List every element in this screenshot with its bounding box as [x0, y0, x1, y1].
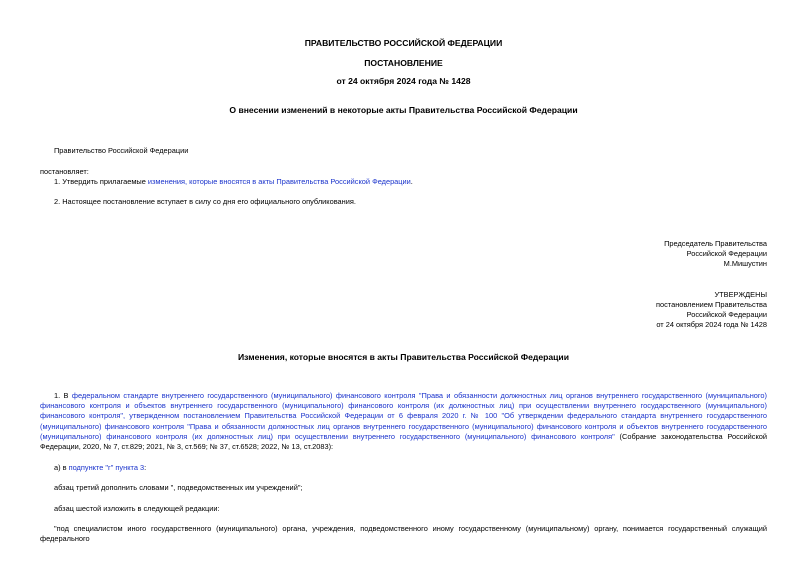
paragraph-1-tail: (Собрание законодательства Российской Федерации, 2020, № 7, ст.829; 2021, № 3, ст.569; № 37, ст.6528; 2022, № 13, ст.2083):: [40, 431, 767, 452]
date-number: от 24 октября 2024 года № 1428: [336, 76, 471, 86]
item-2: 2. Настоящее постановление вступает в силу со дня его официального опубликования.: [54, 197, 356, 206]
subitem-a: [54, 463, 146, 473]
doc-type-heading: ПОСТАНОВЛЕНИЕ: [364, 58, 443, 68]
org-heading: ПРАВИТЕЛЬСТВО РОССИЙСКОЙ ФЕДЕРАЦИИ: [304, 38, 503, 48]
abzac-6: абзац шестой изложить в следующей редакции:: [54, 504, 220, 513]
decides-text: постановляет:: [40, 167, 89, 176]
item-1-suffix: .: [410, 177, 413, 186]
signature-line-2: Российской Федерации: [686, 249, 767, 258]
federal-standard-link[interactable]: федеральном стандарте внутреннего государственного (муниципального) финансового контроля "Права и обязанности должностных лиц органов внутреннего государственного (муниципального) финансового контроля и объектов внутреннего государственного (муниципального) финансового контроля (их должностных лиц) при осуществлении внутреннего государственного (муниципального) финансового контроля", утвержденном постановлением Правительства Российской Федерации от 6 февраля 2020 г. № 100 "Об утверждении федерального стандарта внутреннего государственного (муниципального) финансового контроля "Права и обязанности должностных лиц органов внутреннего государственного (муниципального) финансового контроля и объектов внутреннего государственного (муниципального) финансового контроля (их должностных лиц) при осуществлении внутреннего государственного (муниципального) финансового контроля": [40, 391, 767, 441]
document-title: О внесении изменений в некоторые акты Правительства Российской Федерации: [229, 105, 578, 115]
subitem-a-prefix: а) в: [54, 463, 69, 472]
approval-line-1: УТВЕРЖДЕНЫ: [714, 290, 767, 299]
signature-line-1: Председатель Правительства: [664, 239, 767, 248]
changes-paragraph-1: [40, 391, 767, 452]
signature-name: М.Мишустин: [723, 259, 767, 268]
item-1: [54, 177, 413, 187]
government-name: Правительство Российской Федерации: [54, 146, 189, 155]
changes-link[interactable]: изменения, которые вносятся в акты Правительства Российской Федерации: [147, 177, 411, 186]
approval-line-4: от 24 октября 2024 года № 1428: [656, 320, 767, 329]
subitem-a-suffix: :: [144, 463, 147, 472]
abzac-3: абзац третий дополнить словами ", подведомственных им учреждений";: [54, 483, 303, 492]
approval-line-2: постановлением Правительства: [656, 300, 767, 309]
quote-paragraph: "под специалистом иного государственного (муниципального) органа, учреждения, подведомственного иному государственному (муниципальному) органу, понимается государственный служащий федерального: [40, 524, 767, 544]
approval-line-3: Российской Федерации: [686, 310, 767, 319]
paragraph-1-number: 1. В: [54, 391, 72, 400]
changes-title: Изменения, которые вносятся в акты Правительства Российской Федерации: [237, 352, 569, 362]
item-1-prefix: 1. Утвердить прилагаемые: [54, 177, 148, 186]
subitem-g-link[interactable]: подпункте "г" пункта 3: [68, 463, 145, 472]
